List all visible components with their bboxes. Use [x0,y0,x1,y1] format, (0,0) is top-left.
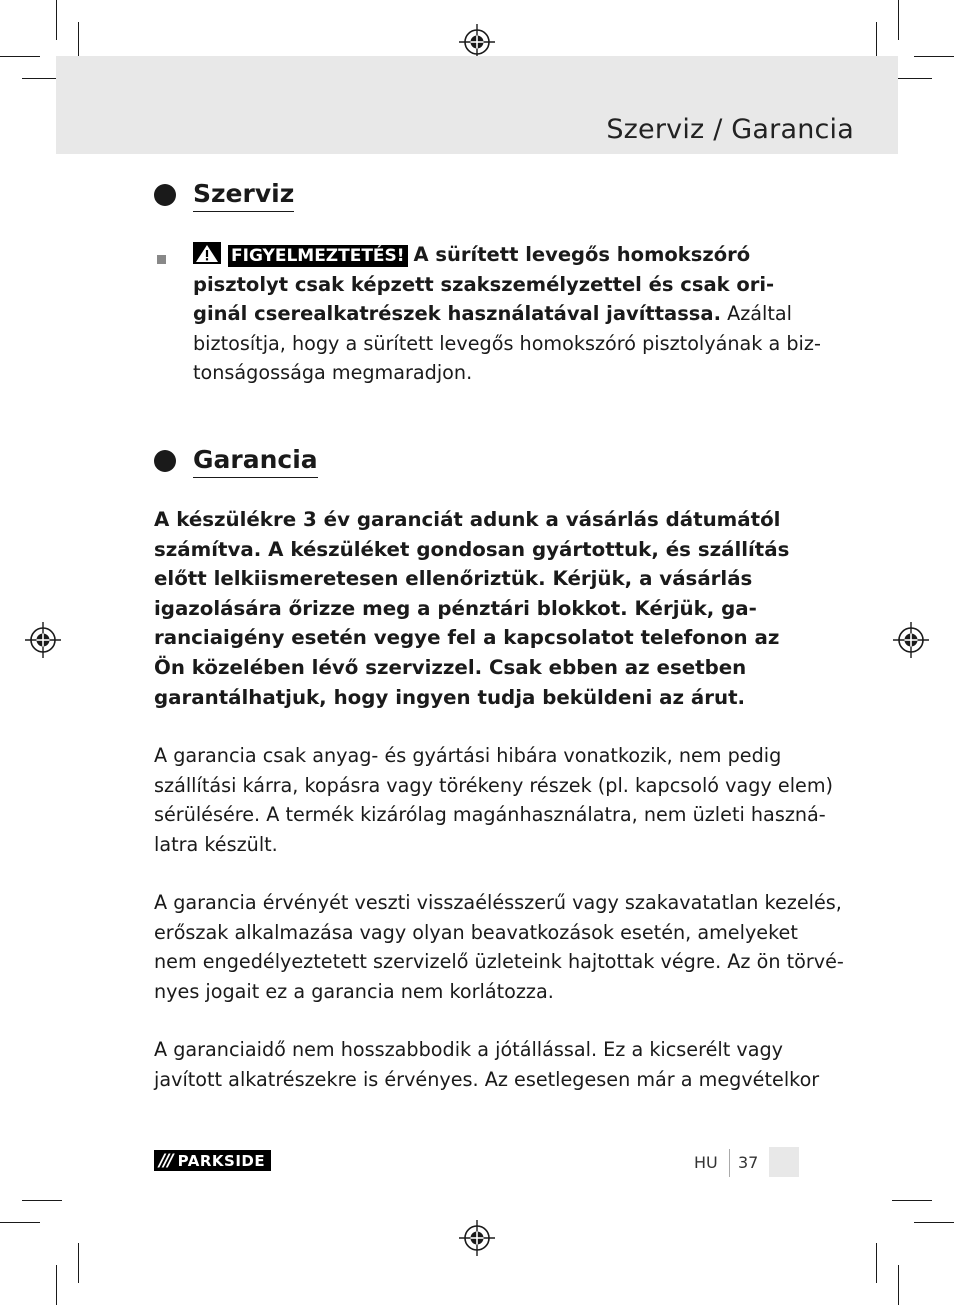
warranty-paragraph-period [154,1035,820,1094]
text-line: előtt lelkiismeretesen ellenőriztük. Kérjük, a vásárlás [154,567,753,591]
text-line: A garanciaidő nem hosszabbodik a jótállással. Ez a kicserélt vagy [154,1038,783,1061]
text-line: sérülésére. A termék kizárólag magánhasználatra, nem üzleti haszná- [154,803,826,827]
text-line: nyes jogait ez a garancia nem korlátozza. [154,979,554,1003]
text-line: javított alkatrészekre is érvényes. Az esetlegesen már a megvételkor [154,1067,820,1091]
crop-mark [56,0,57,40]
crop-mark [892,78,932,79]
language-code: HU [694,1153,718,1172]
list-bullet-icon [157,255,166,264]
text-line: A sürített levegős homokszóró [413,243,751,266]
text-line: ranciaigény esetén vegye fel a kapcsolatot telefonon az [154,626,780,650]
crop-mark [0,1222,40,1223]
text-line: A garancia érvényét veszti visszaélésszerű vagy szakavatatlan kezelés, [154,891,842,914]
section-heading-service [154,178,294,212]
footer-divider [729,1149,730,1177]
crop-mark [0,56,40,57]
warning-label: FIGYELMEZTETÉS! [228,245,408,267]
warranty-paragraph-void [154,888,844,1006]
text-line: számítva. A készüléket gondosan gyártottuk, és szállítás [154,537,790,561]
text-line: erőszak alkalmazása vagy olyan beavatkozások esetén, amelyeket [154,920,798,944]
crop-mark [914,56,954,57]
text-line: Ön közelében lévő szervizzel. Csak ebben az esetben [154,655,747,679]
page-tab [769,1147,799,1177]
text-line: biztosítja, hogy a sürített levegős homokszóró pisztolyának a biz- [193,331,821,355]
brand-name: PARKSIDE [177,1151,266,1170]
crop-mark [56,1265,57,1305]
text-line: garantálhatjuk, hogy ingyen tudja beküldeni az árut. [154,685,746,709]
text-line: ginál cserealkatrészek használatával javíttassa. [193,302,721,326]
registration-mark-icon [459,24,495,60]
text-line: pisztolyt csak képzett szakszemélyzettel és csak ori- [193,272,775,296]
crop-mark [898,1265,899,1305]
registration-mark-icon [25,622,61,658]
warning-triangle-icon [193,242,221,264]
section-title-service: Szerviz [193,178,294,212]
crop-mark [898,0,899,40]
registration-mark-icon [459,1220,495,1256]
text-line: tonságossága megmaradjon. [193,361,473,385]
brand-logo [154,1150,271,1171]
brand-slashes: /// [159,1150,172,1171]
page-title: Szerviz / Garancia [606,114,854,145]
text-line: igazolására őrizze meg a pénztári blokkot. Kérjük, ga- [154,596,757,620]
warranty-paragraph-intro [154,505,804,712]
crop-mark [22,1200,62,1201]
page-number: 37 [738,1153,759,1172]
warning-text [193,240,821,388]
crop-mark [914,1222,954,1223]
text-line: A garancia csak anyag- és gyártási hibára vonatkozik, nem pedig [154,744,782,767]
section-bullet-icon [154,450,176,472]
registration-mark-icon [893,622,929,658]
section-bullet-icon [154,184,176,206]
text-line: nem engedélyeztetett szervizelő üzleteink hajtottak végre. Az ön törvé- [154,950,844,974]
text-line: szállítási kárra, kopásra vagy törékeny részek (pl. kapcsoló vagy elem) [154,773,834,797]
section-title-warranty: Garancia [193,444,318,478]
crop-mark [876,1243,877,1283]
warranty-paragraph-scope [154,741,834,859]
text-line: Azáltal [721,302,792,326]
crop-mark [78,1243,79,1283]
text-line: A készülékre 3 év garanciát adunk a vásárlás dátumától [154,508,781,531]
section-heading-warranty [154,444,318,478]
text-line: latra készült. [154,832,278,856]
crop-mark [892,1200,932,1201]
